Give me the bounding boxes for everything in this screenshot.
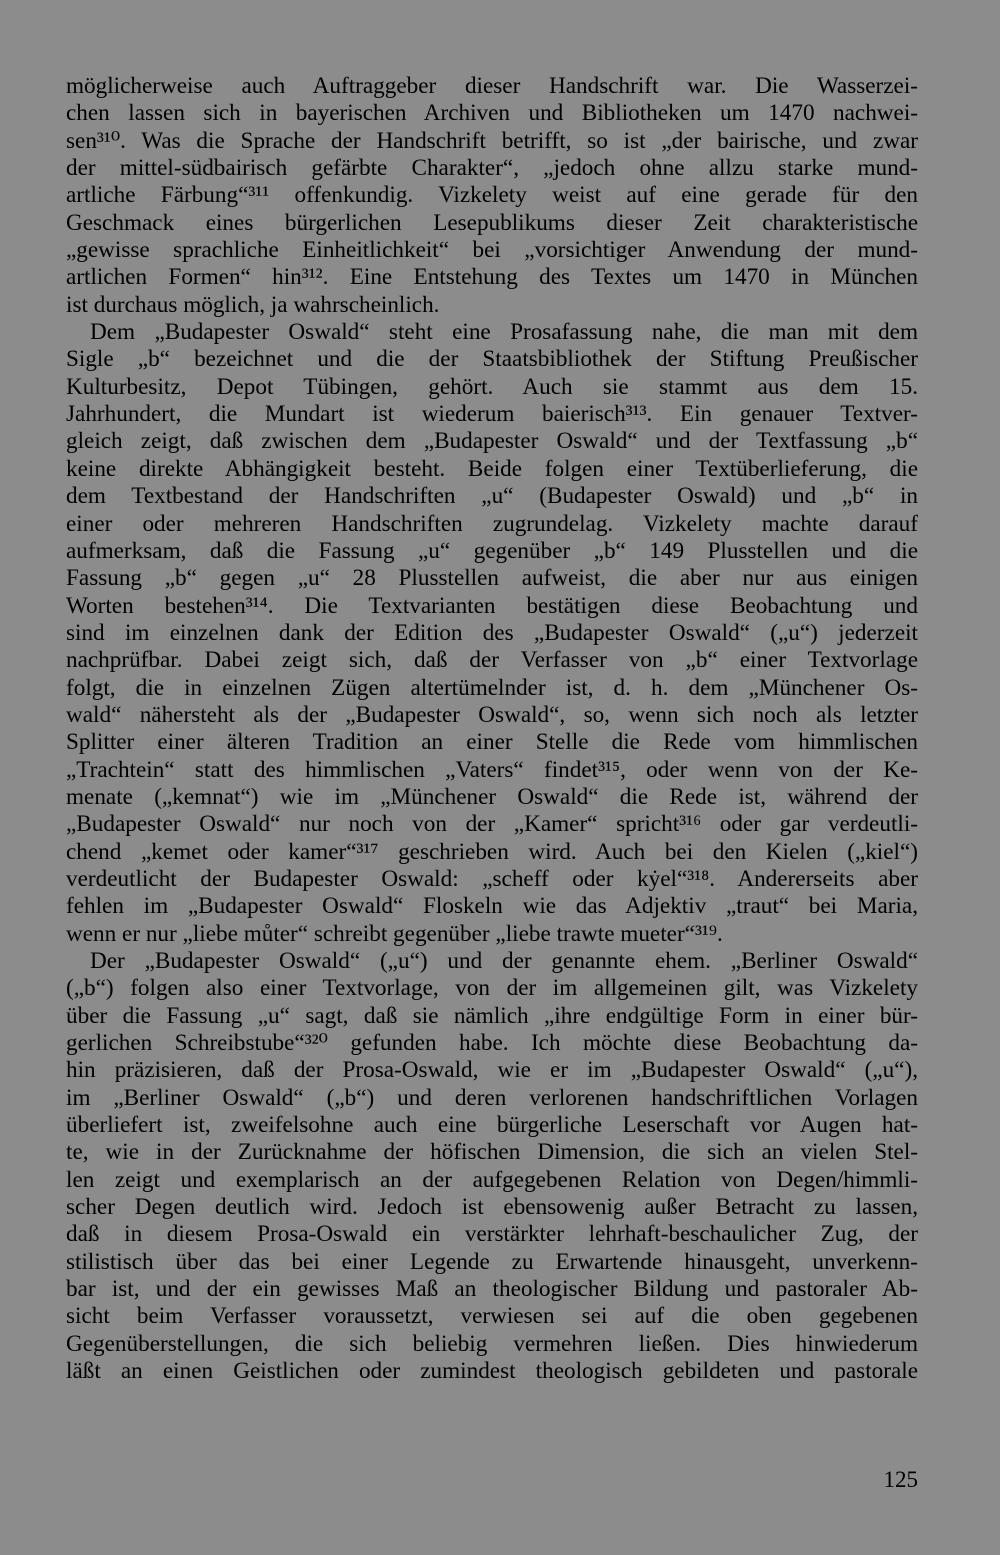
text-line: keine direkte Abhängigkeit besteht. Beide folgen einer Textüberlieferung, die (66, 455, 918, 482)
text-line: sind im einzelnen dank der Edition des „Budapester Oswald“ („u“) jederzeit (66, 619, 918, 646)
text-line: folgt, die in einzelnen Zügen altertümelnder ist, d. h. dem „Münchener Os- (66, 674, 918, 701)
text-line: überliefert ist, zweifelsohne auch eine bürgerliche Leserschaft vor Augen hat- (66, 1112, 918, 1139)
text-line: „Trachtein“ statt des himmlischen „Vaters“ findet³¹⁵, oder wenn von der Ke- (66, 756, 918, 783)
body-text (66, 73, 918, 1386)
text-line: Jahrhundert, die Mundart ist wiederum baierisch³¹³. Ein genauer Textver- (66, 401, 918, 428)
text-line: wald“ nähersteht als der „Budapester Oswald“, so, wenn sich noch als letzter (66, 701, 918, 728)
text-line: sicht beim Verfasser voraussetzt, verwiesen sei auf die oben gegebenen (66, 1303, 918, 1330)
text-line: artliche Färbung“³¹¹ offenkundig. Vizkelety weist auf eine gerade für den (66, 182, 918, 209)
text-line: Geschmack eines bürgerlichen Lesepublikums dieser Zeit charakteristische (66, 209, 918, 236)
text-line: ist durchaus möglich, ja wahrscheinlich. (66, 291, 440, 318)
text-line: der mittel-südbairisch gefärbte Charakter“, „jedoch ohne allzu starke mund- (66, 155, 918, 182)
text-line: sen³¹⁰. Was die Sprache der Handschrift betrifft, so ist „der bairische, und zwar (66, 127, 918, 154)
text-line: fehlen im „Budapester Oswald“ Floskeln wie das Adjektiv „traut“ bei Maria, (66, 893, 918, 920)
text-line: wenn er nur „liebe můter“ schreibt gegenüber „liebe trawte mueter“³¹⁹. (66, 920, 723, 947)
text-line: Der „Budapester Oswald“ („u“) und der genannte ehem. „Berliner Oswald“ (90, 948, 918, 974)
text-line: verdeutlicht der Budapester Oswald: „scheff oder kẏel“³¹⁸. Andererseits aber (66, 865, 918, 892)
text-line: über die Fassung „u“ sagt, daß sie nämlich „ihre endgültige Form in einer bür- (66, 1002, 918, 1029)
text-line: läßt an einen Geistlichen oder zumindest theologisch gebildeten und pastorale (66, 1358, 918, 1385)
text-line: dem Textbestand der Handschriften „u“ (Budapester Oswald) und „b“ in (66, 483, 918, 510)
text-line: Kulturbesitz, Depot Tübingen, gehört. Auch sie stammt aus dem 15. (66, 373, 918, 400)
text-line: artlichen Formen“ hin³¹². Eine Entstehung des Textes um 1470 in München (66, 264, 918, 291)
text-line: scher Degen deutlich wird. Jedoch ist ebensowenig außer Betracht zu lassen, (66, 1194, 918, 1221)
text-line: bar ist, und der ein gewisses Maß an theologischer Bildung und pastoraler Ab- (66, 1276, 918, 1303)
text-line: aufmerksam, daß die Fassung „u“ gegenüber „b“ 149 Plusstellen und die (66, 537, 918, 564)
page-number: 125 (883, 1467, 918, 1492)
text-line: nachprüfbar. Dabei zeigt sich, daß der Verfasser von „b“ einer Textvorlage (66, 647, 918, 674)
text-line: Dem „Budapester Oswald“ steht eine Prosafassung nahe, die man mit dem (90, 319, 918, 346)
text-line: gleich zeigt, daß zwischen dem „Budapester Oswald“ und der Textfassung „b“ (66, 428, 918, 455)
text-line: hin präzisieren, daß der Prosa-Oswald, wie er im „Budapester Oswald“ („u“), (66, 1057, 918, 1084)
text-line: „Budapester Oswald“ nur noch von der „Kamer“ spricht³¹⁶ oder gar verdeutli- (66, 811, 918, 838)
text-line: stilistisch über das bei einer Legende zu Erwartende hinausgeht, unverkenn- (66, 1248, 918, 1275)
text-line: menate („kemnat“) wie im „Münchener Oswald“ die Rede ist, während der (66, 783, 918, 810)
text-line: „gewisse sprachliche Einheitlichkeit“ bei „vorsichtiger Anwendung der mund- (66, 237, 918, 264)
text-line: möglicherweise auch Auftraggeber dieser Handschrift war. Die Wasserzei- (66, 73, 918, 99)
text-line: len zeigt und exemplarisch an der aufgegebenen Relation von Degen/himmli- (66, 1166, 918, 1193)
text-line: einer oder mehreren Handschriften zugrundelag. Vizkelety machte darauf (66, 510, 918, 537)
text-line: Worten bestehen³¹⁴. Die Textvarianten bestätigen diese Beobachtung und (66, 592, 918, 619)
text-line: Gegenüberstellungen, die sich beliebig vermehren ließen. Dies hinwiederum (66, 1330, 918, 1357)
text-line: Fassung „b“ gegen „u“ 28 Plusstellen aufweist, die aber nur aus einigen (66, 565, 918, 592)
text-line: chen lassen sich in bayerischen Archiven und Bibliotheken um 1470 nachwei- (66, 100, 918, 127)
text-line: daß in diesem Prosa-Oswald ein verstärkter lehrhaft-beschaulicher Zug, der (66, 1221, 918, 1248)
text-line: te, wie in der Zurücknahme der höfischen Dimension, die sich an vielen Stel- (66, 1139, 918, 1166)
text-line: chend „kemet oder kamer“³¹⁷ geschrieben wird. Auch bei den Kielen („kiel“) (66, 838, 918, 865)
text-line: Sigle „b“ bezeichnet und die der Staatsbibliothek der Stiftung Preußischer (66, 346, 918, 373)
text-line: Splitter einer älteren Tradition an einer Stelle die Rede vom himmlischen (66, 729, 918, 756)
text-line: („b“) folgen also einer Textvorlage, von der im allgemeinen gilt, was Vizkelety (66, 975, 918, 1002)
text-line: im „Berliner Oswald“ („b“) und deren verlorenen handschriftlichen Vorlagen (66, 1084, 918, 1111)
text-line: gerlichen Schreibstube“³²⁰ gefunden habe. Ich möchte diese Beobachtung da- (66, 1030, 918, 1057)
